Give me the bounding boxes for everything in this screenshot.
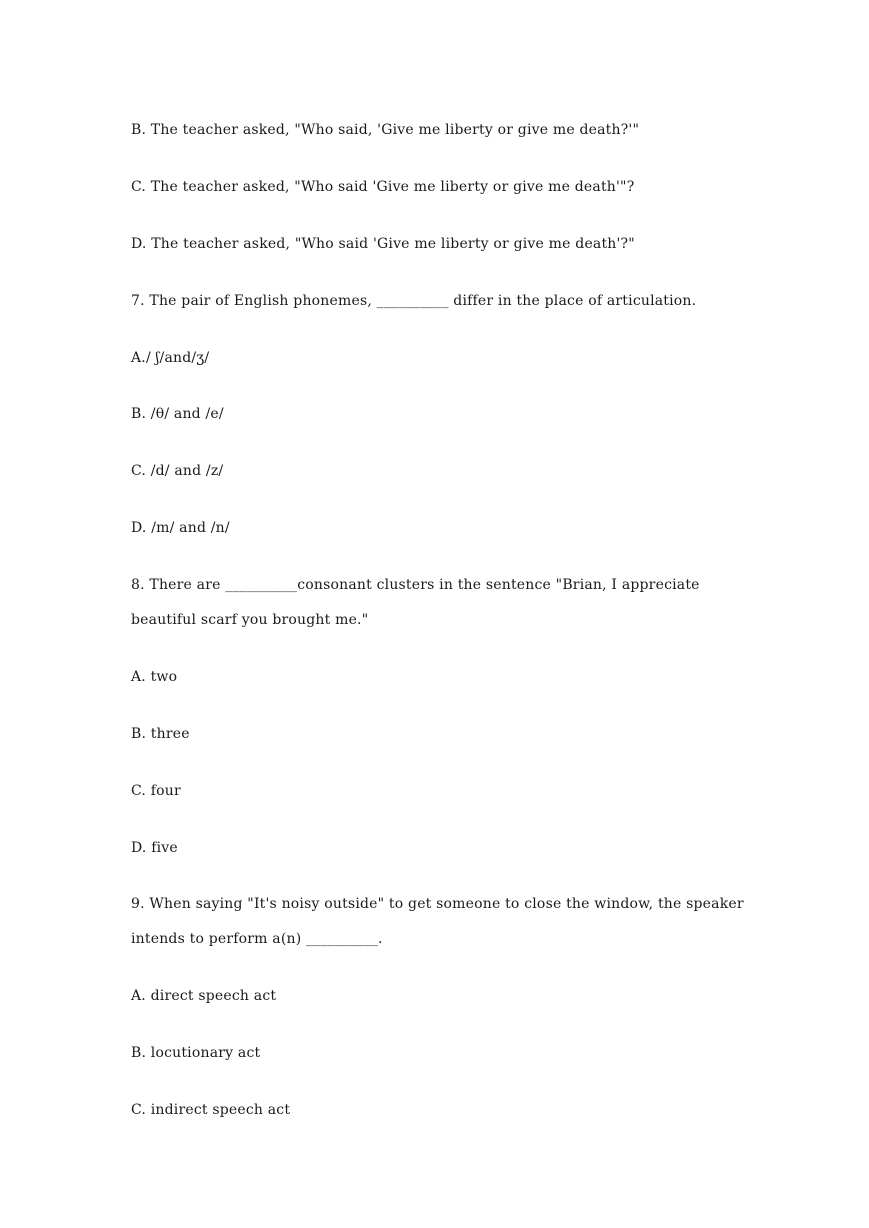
q9-option-a: A. direct speech act xyxy=(131,988,277,1004)
q7-question: 7. The pair of English phonemes, __________ differ in the place of articulation. xyxy=(131,293,697,309)
q7-option-d: D. /m/ and /n/ xyxy=(131,520,230,536)
q8-option-b: B. three xyxy=(131,726,190,742)
q9-question-line-2: intends to perform a(n) __________. xyxy=(131,931,383,947)
q7-option-c: C. /d/ and /z/ xyxy=(131,463,224,479)
q8-question-line-2: beautiful scarf you brought me." xyxy=(131,612,369,628)
q7-option-a: A./ ʃ/and/ʒ/ xyxy=(131,350,210,366)
q8-question-line-1: 8. There are __________consonant clusters in the sentence "Brian, I appreciate xyxy=(131,577,700,593)
q8-option-d: D. five xyxy=(131,840,178,856)
q9-option-b: B. locutionary act xyxy=(131,1045,261,1061)
q8-option-c: C. four xyxy=(131,783,181,799)
q6-option-c: C. The teacher asked, "Who said 'Give me liberty or give me death'"? xyxy=(131,179,635,195)
q7-option-b: B. /θ/ and /e/ xyxy=(131,406,224,422)
q6-option-b: B. The teacher asked, "Who said, 'Give me liberty or give me death?'" xyxy=(131,122,640,138)
q6-option-d: D. The teacher asked, "Who said 'Give me liberty or give me death'?" xyxy=(131,236,635,252)
q9-question-line-1: 9. When saying "It's noisy outside" to get someone to close the window, the speaker xyxy=(131,896,744,912)
q8-option-a: A. two xyxy=(131,669,178,685)
q9-option-c: C. indirect speech act xyxy=(131,1102,291,1118)
